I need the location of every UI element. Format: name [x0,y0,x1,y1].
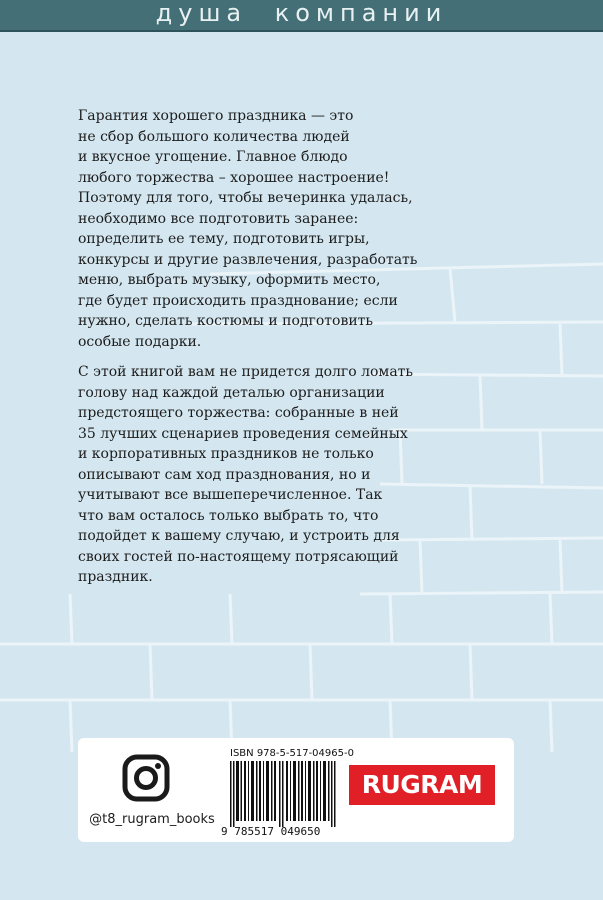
blurb-line: где будет происходить празднование; если [78,292,398,309]
rugram-logo: RUGRAM [349,765,495,805]
barcode-digits: 9 785517 049650 [221,825,321,838]
blurb-line: подойдет к вашему случаю, и устроить для [78,528,400,544]
instagram-handle: @t8_rugram_books [89,812,215,827]
blurb-line: конкурсы и другие развлечения, разработать [78,251,418,268]
blurb-line: определить ее тему, подготовить игры, [78,231,370,247]
blurb-line: и вкусное угощение. Главное блюдо [78,149,348,165]
blurb-line: что вам осталось только выбрать то, что [78,507,379,524]
blurb-line: Поэтому для того, чтобы вечеринка удалась, [78,190,413,206]
blurb-line: и корпоративных праздников не только [78,446,374,462]
blurb-line: нужно, сделать костюмы и подготовить [78,313,374,329]
blurb-line: голову над каждой деталью организации [78,384,385,401]
blurb-line: Гарантия хорошего праздника — это [78,108,354,124]
blurb-line: меню, выбрать музыку, оформить место, [78,272,381,288]
barcode [230,761,336,827]
blurb-line: учитывают все вышеперечисленное. Так [78,487,383,503]
blurb-line: описывают сам ход празднования, но и [78,466,371,483]
blurb-line: предстоящего торжества: собранные в ней [78,405,399,421]
blurb-paragraph-2 [78,362,414,588]
blurb-line: праздник. [78,569,153,585]
instagram-icon [122,754,170,802]
series-title: душа компании [155,0,448,27]
publisher-info-panel [78,738,514,842]
back-cover-blurb [78,106,418,598]
blurb-line: 35 лучших сценариев проведения семейных [78,425,408,442]
blurb-line: особые подарки. [78,333,202,350]
blurb-line: необходимо все подготовить заранее: [78,210,359,227]
blurb-line: своих гостей по-настоящему потрясающий [78,548,399,565]
isbn-label: ISBN 978-5-517-04965-0 [230,748,354,759]
series-band [0,0,603,32]
blurb-line: не сбор большого количества людей [78,128,350,145]
blurb-paragraph-1 [78,106,418,352]
blurb-line: любого торжества – хорошее настроение! [78,169,390,186]
blurb-line: С этой книгой вам не придется долго ломать [78,364,414,380]
